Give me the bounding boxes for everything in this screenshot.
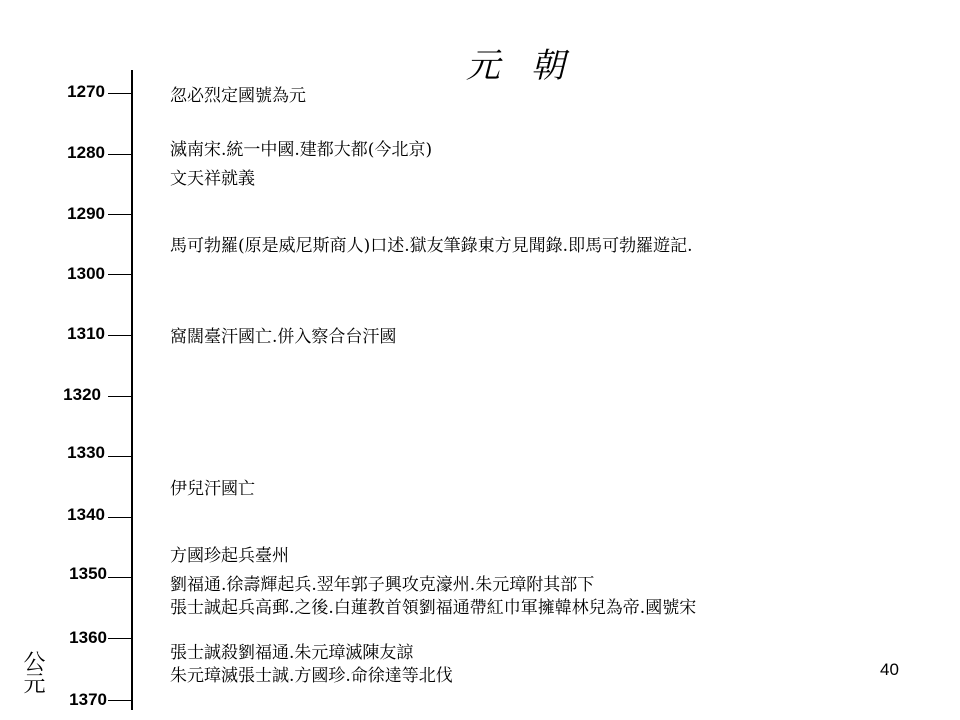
year-label: 1280: [67, 143, 105, 162]
year-label: 1340: [67, 505, 105, 524]
timeline-axis: [131, 70, 133, 710]
year-label: 1310: [67, 324, 105, 343]
year-tick: [108, 154, 131, 155]
event-text: 伊兒汗國亡: [170, 479, 255, 499]
year-tick: [108, 577, 131, 578]
page-number: 40: [880, 660, 899, 679]
year-tick: [108, 274, 131, 275]
event-text: 窩闊臺汗國亡.併入察合台汗國: [170, 327, 397, 347]
year-label: 1360: [69, 628, 107, 647]
year-label: 1300: [67, 264, 105, 283]
event-text: 劉福通.徐壽輝起兵.翌年郭子興攻克濠州.朱元璋附其部下: [170, 575, 595, 595]
year-tick: [108, 214, 131, 215]
year-tick: [108, 396, 131, 397]
event-text: 忽必烈定國號為元: [170, 86, 306, 106]
year-tick: [108, 700, 131, 701]
year-tick: [108, 638, 131, 639]
year-tick: [108, 517, 131, 518]
year-label: 1330: [67, 443, 105, 462]
year-tick: [108, 456, 131, 457]
event-text: 張士誠殺劉福通.朱元璋滅陳友諒: [170, 643, 414, 663]
era-label: 公元: [20, 650, 45, 694]
event-text: 文天祥就義: [170, 169, 255, 189]
year-label: 1320: [63, 385, 101, 404]
slide-title: 元 朝: [466, 46, 575, 86]
event-text: 馬可勃羅(原是威尼斯商人)口述.獄友筆錄東方見聞錄.即馬可勃羅遊記.: [170, 236, 693, 256]
year-label: 1350: [69, 564, 107, 583]
year-label: 1290: [67, 204, 105, 223]
event-text: 朱元璋滅張士誠.方國珍.命徐達等北伐: [170, 666, 453, 686]
year-tick: [108, 93, 131, 94]
year-label: 1370: [69, 690, 107, 709]
event-text: 方國珍起兵臺州: [170, 546, 289, 566]
year-label: 1270: [67, 82, 105, 101]
event-text: 滅南宋.統一中國.建都大都(今北京): [170, 140, 433, 160]
year-tick: [108, 335, 131, 336]
event-text: 張士誠起兵高郵.之後.白蓮教首領劉福通帶紅巾軍擁韓林兒為帝.國號宋: [170, 598, 697, 618]
